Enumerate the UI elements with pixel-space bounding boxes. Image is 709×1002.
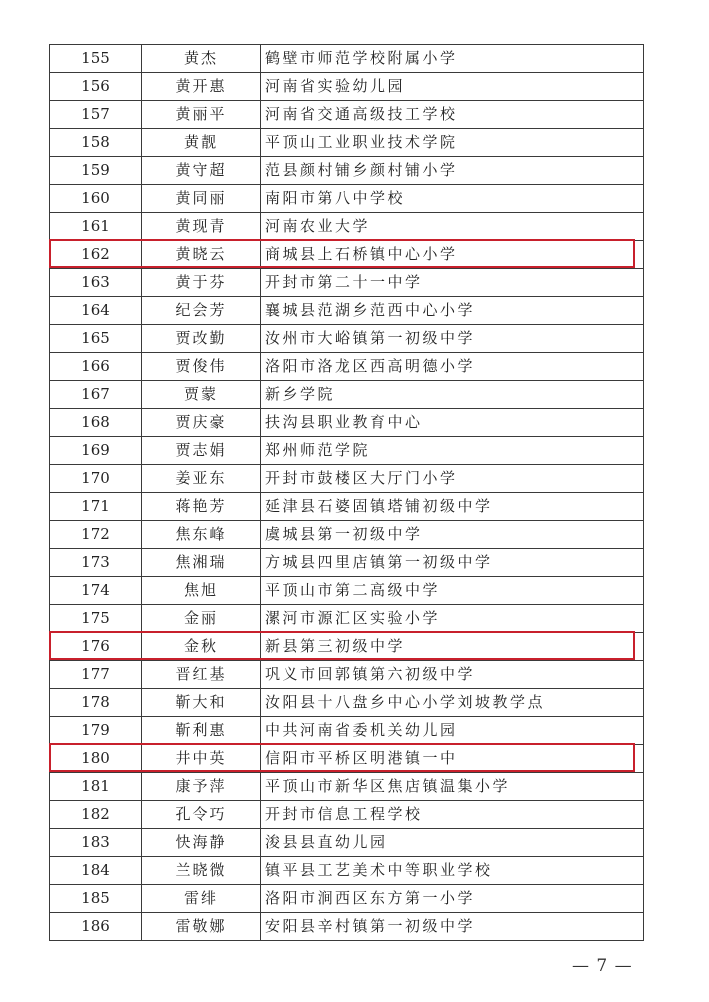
table-row <box>50 409 644 437</box>
table-row <box>50 745 644 773</box>
row-unit-cell: 河南省实验幼儿园 <box>261 73 644 101</box>
table-row <box>50 549 644 577</box>
row-number-cell: 182 <box>50 801 142 829</box>
table-row <box>50 325 644 353</box>
row-number-cell: 155 <box>50 45 142 73</box>
row-name-cell: 贾蒙 <box>142 381 261 409</box>
row-name-cell: 井中英 <box>142 745 261 773</box>
row-unit-cell: 巩义市回郭镇第六初级中学 <box>261 661 644 689</box>
row-name-cell: 晋红基 <box>142 661 261 689</box>
table-row <box>50 297 644 325</box>
page-number: — 7 — <box>572 956 633 976</box>
row-name-cell: 焦湘瑞 <box>142 549 261 577</box>
row-number-cell: 183 <box>50 829 142 857</box>
row-name-cell: 蒋艳芳 <box>142 493 261 521</box>
row-name-cell: 雷绯 <box>142 885 261 913</box>
row-number-cell: 178 <box>50 689 142 717</box>
row-unit-cell: 延津县石婆固镇塔铺初级中学 <box>261 493 644 521</box>
table-row <box>50 437 644 465</box>
row-number-cell: 181 <box>50 773 142 801</box>
row-number-cell: 156 <box>50 73 142 101</box>
row-name-cell: 靳大和 <box>142 689 261 717</box>
row-unit-cell: 开封市信息工程学校 <box>261 801 644 829</box>
row-number-cell: 169 <box>50 437 142 465</box>
table-row <box>50 605 644 633</box>
row-name-cell: 黄于芬 <box>142 269 261 297</box>
row-unit-cell: 中共河南省委机关幼儿园 <box>261 717 644 745</box>
row-name-cell: 孔令巧 <box>142 801 261 829</box>
row-unit-cell: 平顶山工业职业技术学院 <box>261 129 644 157</box>
table-row <box>50 885 644 913</box>
table-row <box>50 801 644 829</box>
table-row <box>50 213 644 241</box>
row-name-cell: 焦东峰 <box>142 521 261 549</box>
row-unit-cell: 南阳市第八中学校 <box>261 185 644 213</box>
row-name-cell: 贾庆豪 <box>142 409 261 437</box>
row-unit-cell: 汝州市大峪镇第一初级中学 <box>261 325 644 353</box>
row-unit-cell: 信阳市平桥区明港镇一中 <box>261 745 644 773</box>
table-row <box>50 269 644 297</box>
table-row <box>50 857 644 885</box>
table-row <box>50 45 644 73</box>
row-name-cell: 贾志娟 <box>142 437 261 465</box>
row-number-cell: 165 <box>50 325 142 353</box>
row-number-cell: 166 <box>50 353 142 381</box>
row-unit-cell: 商城县上石桥镇中心小学 <box>261 241 644 269</box>
table-row <box>50 101 644 129</box>
table-row <box>50 157 644 185</box>
row-number-cell: 177 <box>50 661 142 689</box>
row-number-cell: 158 <box>50 129 142 157</box>
row-unit-cell: 洛阳市涧西区东方第一小学 <box>261 885 644 913</box>
table-row <box>50 773 644 801</box>
row-number-cell: 179 <box>50 717 142 745</box>
row-number-cell: 162 <box>50 241 142 269</box>
row-name-cell: 靳利惠 <box>142 717 261 745</box>
table-row <box>50 577 644 605</box>
row-name-cell: 黄开惠 <box>142 73 261 101</box>
row-unit-cell: 河南农业大学 <box>261 213 644 241</box>
row-number-cell: 175 <box>50 605 142 633</box>
row-number-cell: 186 <box>50 913 142 941</box>
row-unit-cell: 汝阳县十八盘乡中心小学刘坡教学点 <box>261 689 644 717</box>
row-unit-cell: 方城县四里店镇第一初级中学 <box>261 549 644 577</box>
row-name-cell: 兰晓微 <box>142 857 261 885</box>
table-row <box>50 633 644 661</box>
roster-table <box>49 44 644 941</box>
row-number-cell: 157 <box>50 101 142 129</box>
row-number-cell: 168 <box>50 409 142 437</box>
row-number-cell: 174 <box>50 577 142 605</box>
row-unit-cell: 新县第三初级中学 <box>261 633 644 661</box>
row-number-cell: 185 <box>50 885 142 913</box>
row-unit-cell: 虞城县第一初级中学 <box>261 521 644 549</box>
row-unit-cell: 河南省交通高级技工学校 <box>261 101 644 129</box>
row-unit-cell: 郑州师范学院 <box>261 437 644 465</box>
table-row <box>50 493 644 521</box>
table-row <box>50 465 644 493</box>
row-unit-cell: 镇平县工艺美术中等职业学校 <box>261 857 644 885</box>
table-row <box>50 381 644 409</box>
row-number-cell: 173 <box>50 549 142 577</box>
row-name-cell: 黄杰 <box>142 45 261 73</box>
row-name-cell: 快海静 <box>142 829 261 857</box>
table-row <box>50 129 644 157</box>
table-row <box>50 73 644 101</box>
row-unit-cell: 扶沟县职业教育中心 <box>261 409 644 437</box>
row-unit-cell: 开封市第二十一中学 <box>261 269 644 297</box>
row-unit-cell: 范县颜村铺乡颜村铺小学 <box>261 157 644 185</box>
row-number-cell: 159 <box>50 157 142 185</box>
row-name-cell: 黄守超 <box>142 157 261 185</box>
row-unit-cell: 浚县县直幼儿园 <box>261 829 644 857</box>
roster-table-body <box>50 45 644 941</box>
row-name-cell: 康予萍 <box>142 773 261 801</box>
row-name-cell: 焦旭 <box>142 577 261 605</box>
row-name-cell: 黄同丽 <box>142 185 261 213</box>
row-number-cell: 160 <box>50 185 142 213</box>
row-unit-cell: 平顶山市第二高级中学 <box>261 577 644 605</box>
row-number-cell: 184 <box>50 857 142 885</box>
row-name-cell: 金秋 <box>142 633 261 661</box>
row-name-cell: 黄丽平 <box>142 101 261 129</box>
row-number-cell: 167 <box>50 381 142 409</box>
table-row <box>50 185 644 213</box>
row-unit-cell: 漯河市源汇区实验小学 <box>261 605 644 633</box>
row-name-cell: 黄现青 <box>142 213 261 241</box>
row-name-cell: 黄靓 <box>142 129 261 157</box>
row-name-cell: 纪会芳 <box>142 297 261 325</box>
row-name-cell: 贾俊伟 <box>142 353 261 381</box>
row-number-cell: 163 <box>50 269 142 297</box>
row-name-cell: 黄晓云 <box>142 241 261 269</box>
row-name-cell: 雷敬娜 <box>142 913 261 941</box>
row-number-cell: 180 <box>50 745 142 773</box>
row-name-cell: 金丽 <box>142 605 261 633</box>
row-unit-cell: 开封市鼓楼区大厅门小学 <box>261 465 644 493</box>
table-row <box>50 521 644 549</box>
table-row <box>50 241 644 269</box>
row-number-cell: 176 <box>50 633 142 661</box>
row-unit-cell: 安阳县辛村镇第一初级中学 <box>261 913 644 941</box>
row-number-cell: 170 <box>50 465 142 493</box>
table-row <box>50 661 644 689</box>
row-unit-cell: 新乡学院 <box>261 381 644 409</box>
table-row <box>50 353 644 381</box>
row-unit-cell: 洛阳市洛龙区西高明德小学 <box>261 353 644 381</box>
table-row <box>50 689 644 717</box>
table-row <box>50 829 644 857</box>
row-name-cell: 贾改勤 <box>142 325 261 353</box>
row-unit-cell: 鹤壁市师范学校附属小学 <box>261 45 644 73</box>
table-row <box>50 913 644 941</box>
row-number-cell: 164 <box>50 297 142 325</box>
row-name-cell: 姜亚东 <box>142 465 261 493</box>
row-unit-cell: 平顶山市新华区焦店镇温集小学 <box>261 773 644 801</box>
table-row <box>50 717 644 745</box>
row-unit-cell: 襄城县范湖乡范西中心小学 <box>261 297 644 325</box>
row-number-cell: 171 <box>50 493 142 521</box>
row-number-cell: 172 <box>50 521 142 549</box>
row-number-cell: 161 <box>50 213 142 241</box>
